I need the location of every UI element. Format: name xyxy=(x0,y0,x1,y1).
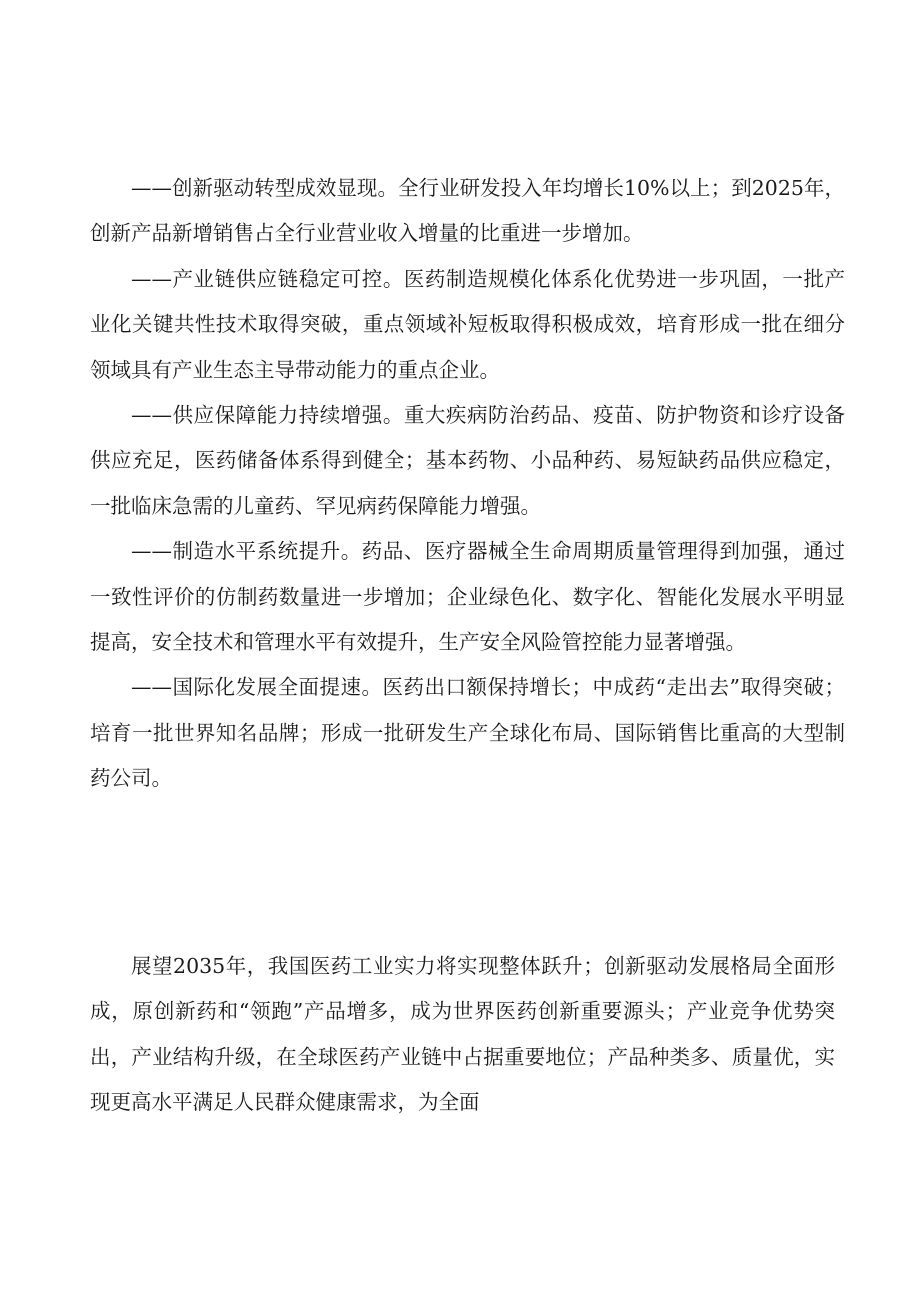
paragraph-supply-security: ——供应保障能力持续增强。重大疾病防治药品、疫苗、防护物资和诊疗设备供应充足，医药储备体系得到健全；基本药物、小品种药、易短缺药品供应稳定，一批临床急需的儿童药、罕见病药保障能力增强。 xyxy=(90,403,845,518)
paragraph-innovation: ——创新驱动转型成效显现。全行业研发投入年均增长10%以上；到2025年，创新产品新增销售占全行业营业收入增量的比重进一步增加。 xyxy=(90,176,845,246)
paragraph-supply-chain: ——产业链供应链稳定可控。医药制造规模化体系化优势进一步巩固，一批产业化关键共性技术取得突破，重点领域补短板取得积极成效，培育形成一批在细分领域具有产业生态主导带动能力的重点企业。 xyxy=(90,266,845,382)
document-body xyxy=(90,166,845,802)
paragraph-internationalization: ——国际化发展全面提速。医药出口额保持增长；中成药“走出去”取得突破；培育一批世界知名品牌；形成一批研发生产全球化布局、国际销售比重高的大型制药公司。 xyxy=(90,675,845,791)
paragraph-manufacturing: ——制造水平系统提升。药品、医疗器械全生命周期质量管理得到加强，通过一致性评价的仿制药数量进一步增加；企业绿色化、数字化、智能化发展水平明显提高，安全技术和管理水平有效提升，生产安全风险管控能力显著增强。 xyxy=(90,539,845,655)
document-body-outlook xyxy=(90,944,835,1126)
paragraph-outlook-2035: 展望2035年，我国医药工业实力将实现整体跃升；创新驱动发展格局全面形成，原创新药和“领跑”产品增多，成为世界医药创新重要源头；产业竞争优势突出，产业结构升级，在全球医药产业链中占据重要地位；产品种类多、质量优，实现更高水平满足人民群众健康需求，为全面 xyxy=(90,954,835,1115)
